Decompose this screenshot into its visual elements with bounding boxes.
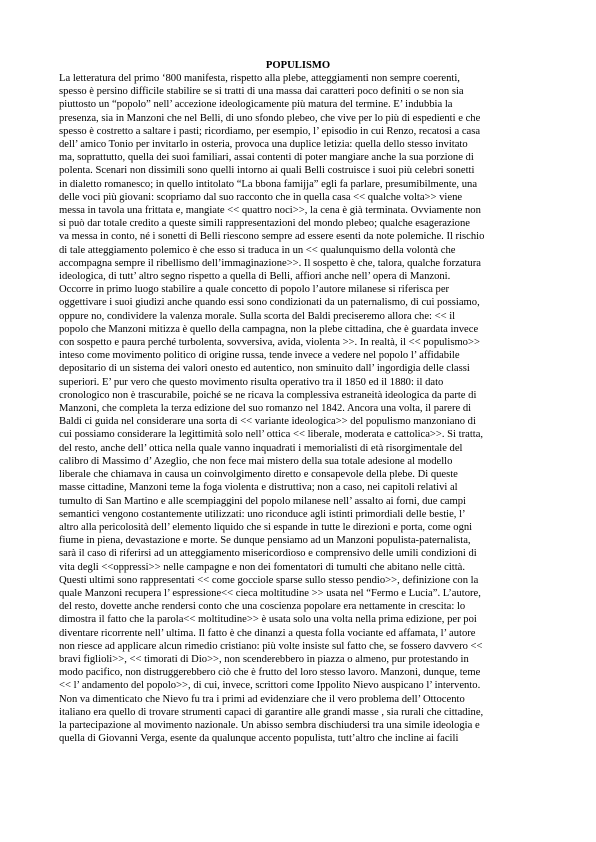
text-line: Baldi ci guida nel considerare una sorta di << variante ideologica>> del populismo manzoniano di xyxy=(59,416,476,428)
text-line: inteso come movimento politico di origine russa, tende invece a vedere nel popolo l’ affidabile xyxy=(59,350,460,362)
text-line: popolo che Manzoni mitizza è quello della campagna, non la plebe cittadina, che è guardata invece xyxy=(59,323,479,335)
text-line: Questi ultimi sono rappresentati << come gocciole sparse sullo stesso pendio>>, definizione con la xyxy=(59,574,479,586)
text-line: semantici vengono costantemente utilizzati: uno riconduce agli istinti primordiali delle bestie, l’ xyxy=(59,508,466,520)
text-line: messa in tavola una frittata e, mangiate << quattro noci>>, la cena è già terminata. Ovviamente non xyxy=(59,205,481,217)
text-line: sarà il caso di riferirsi ad un atteggiamento misericordioso e comprensivo delle umili condizioni di xyxy=(59,548,477,560)
text-line: presenza, sia in Manzoni che nel Belli, di uno sfondo plebeo, che vive per lo più di espedienti e che xyxy=(59,112,481,124)
text-line: diventare ricorrente nell’ ultima. Il fatto è che dinanzi a questa folla vociante ed affamata, l’ autore xyxy=(59,627,476,639)
text-line: spesso è costretto a saltare i pasti; ricordiamo, per esempio, l’ episodio in cui Renzo, recatosi a casa xyxy=(59,125,481,137)
text-line: con sospetto e paura perché turbolenta, sovversiva, avida, violenta >>. In realtà, il << populismo>> xyxy=(59,337,480,349)
text-line: oggettivare i suoi giudizi anche quando essi sono condizionati da un paternalismo, di cui possiamo, xyxy=(59,297,480,309)
text-line: va messa in conto, né i sonetti di Belli riescono sempre ad essere esenti da note polemiche. Il rischio xyxy=(59,231,485,243)
text-line: piuttosto un “popolo” nell’ accezione ideologicamente più matura del termine. E’ indubbia la xyxy=(59,99,453,111)
text-line: si può dar totale credito a queste simili rappresentazioni del mondo plebeo; qualche esagerazione xyxy=(59,218,470,230)
text-line: delle voci più giovani: scopriamo dal suo racconto che in quella casa << qualche volta>> viene xyxy=(59,191,463,203)
text-line: del resto, anche dell’ ottica nella quale vanno inquadrati i memorialisti di età risorgimentale del xyxy=(59,442,463,454)
text-line: la partecipazione al movimento nazionale. Un abisso sembra dischiudersi tra una simile ideologia e xyxy=(59,719,480,731)
text-line: del resto, dovette anche rendersi conto che una coscienza popolare era nettamente in crescita: lo xyxy=(59,601,466,613)
text-line: vita degli <<oppressi>> nelle campagne e non dei fomentatori di tumulti che abitano nelle città. xyxy=(59,561,466,573)
text-line: << l’ andamento del popolo>>, di cui, invece, scrittori come Ippolito Nievo auspicano l’ intervento. xyxy=(59,680,481,692)
text-line: Non va dimenticato che Nievo fu tra i primi ad evidenziare che il vero problema dell’ Ottocento xyxy=(59,693,465,705)
text-line: calibro di Massimo d’ Azeglio, che non fece mai mistero della sua totale adesione al modello xyxy=(59,455,453,467)
text-line: Manzoni, che completa la terza edizione del suo romanzo nel 1842. Ancora una volta, il parere di xyxy=(59,403,472,415)
text-line: cui possiamo considerare la legittimità solo nell’ ottica << liberale, moderata e cattolica>>. Si tratta, xyxy=(59,429,484,441)
text-line: accompagna sempre il ribellismo dell’immaginazione>>. Il sospetto è che, talora, qualche forzatura xyxy=(59,257,482,269)
text-line: depositario di un sistema dei valori onesto ed autentico, non sminuito dall’ ingordigia delle classi xyxy=(59,363,470,375)
text-line: La letteratura del primo ‘800 manifesta, rispetto alla plebe, atteggiamenti non sempre coerenti, xyxy=(59,73,460,84)
text-line: cronologico non è trascurabile, poiché se ne ricava la complessiva estraneità ideologica da parte di xyxy=(59,389,477,401)
text-line: bravi figlioli>>, << timorati di Dio>>, non scenderebbero in piazza o almeno, pur protestando in xyxy=(59,653,469,665)
text-line: non riesce ad applicare alcun rimedio cristiano: più volte insiste sul fatto che, se fossero davvero << xyxy=(59,640,483,652)
text-line: tumulto di San Martino e alle scempiaggini del popolo milanese nell’ assalto ai forni, due campi xyxy=(59,495,466,507)
text-line: Occorre in primo luogo stabilire a quale concetto di popolo l’autore milanese si riferisca per xyxy=(59,284,450,296)
document-body xyxy=(59,72,537,745)
text-line: altro alla pericolosità dell’ elemento liquido che si espande in tutte le direzioni e porta, come ogni xyxy=(59,521,473,533)
text-line: ma, soprattutto, quella dei suoi familiari, assai contenti di poter mangiare anche la sua porzione di xyxy=(59,152,474,164)
text-line: masse cittadine, Manzoni teme la foga violenta e distruttiva; non a caso, nei capitoli relativi al xyxy=(59,482,458,494)
text-line: dell’ amico Tonio per invitarlo in osteria, provoca una duplice letizia: quella dello stesso invitato xyxy=(59,139,468,151)
text-line: di tale atteggiamento polemico è che esso si traduca in un << qualunquismo della volontà che xyxy=(59,244,456,256)
text-line: polenta. Scenari non dissimili sono quelli intorno ai quali Belli costruisce i suoi più celebri sonetti xyxy=(59,165,475,177)
text-line: in dialetto romanesco; in quello intitolato “La bbona famijja” egli fa parlare, presumibilmente, una xyxy=(59,178,478,190)
text-line: spesso è persino difficile stabilire se si tratti di una massa dai caratteri poco definiti o se non sia xyxy=(59,86,464,98)
text-line: dimostra il fatto che la parola<< moltitudine>> è usata solo una volta nella prima edizione, per poi xyxy=(59,614,477,626)
text-line: quella di Giovanni Verga, esente da qualunque accento populista, tutt’altro che incline ai facili xyxy=(59,733,459,745)
text-line: oppure no, condividere la valenza morale. Sulla scorta del Baldi preciseremo allora che: << il xyxy=(59,310,456,322)
text-line: italiano era quello di trovare strumenti capaci di garantire alle grandi masse , sia rurali che cittadine, xyxy=(59,706,484,718)
text-line: ideologica, di tutt’ altro segno rispetto a quella di Belli, affiori anche nell’ opera di Manzoni. xyxy=(59,271,451,283)
text-line: liberale che chiamava in causa un coinvolgimento diretto e consapevole della plebe. Di queste xyxy=(59,469,458,481)
text-line: quale Manzoni recupera l’ espressione<< cieca moltitudine >> usata nel “Fermo e Lucia”. L’autore, xyxy=(59,587,481,599)
text-line: superiori. E’ pur vero che questo movimento risulta operativo tra il 1850 ed il 1880: il dato xyxy=(59,376,444,388)
document-title: POPULISMO xyxy=(265,60,331,71)
text-line: modo pacifico, non distruggerebbero ciò che è frutto del loro stesso lavoro. Manzoni, dunque, teme xyxy=(59,667,481,679)
text-line: fiume in piena, devastazione e morte. Se dunque pensiamo ad un Manzoni populista-paternalista, xyxy=(59,535,471,547)
